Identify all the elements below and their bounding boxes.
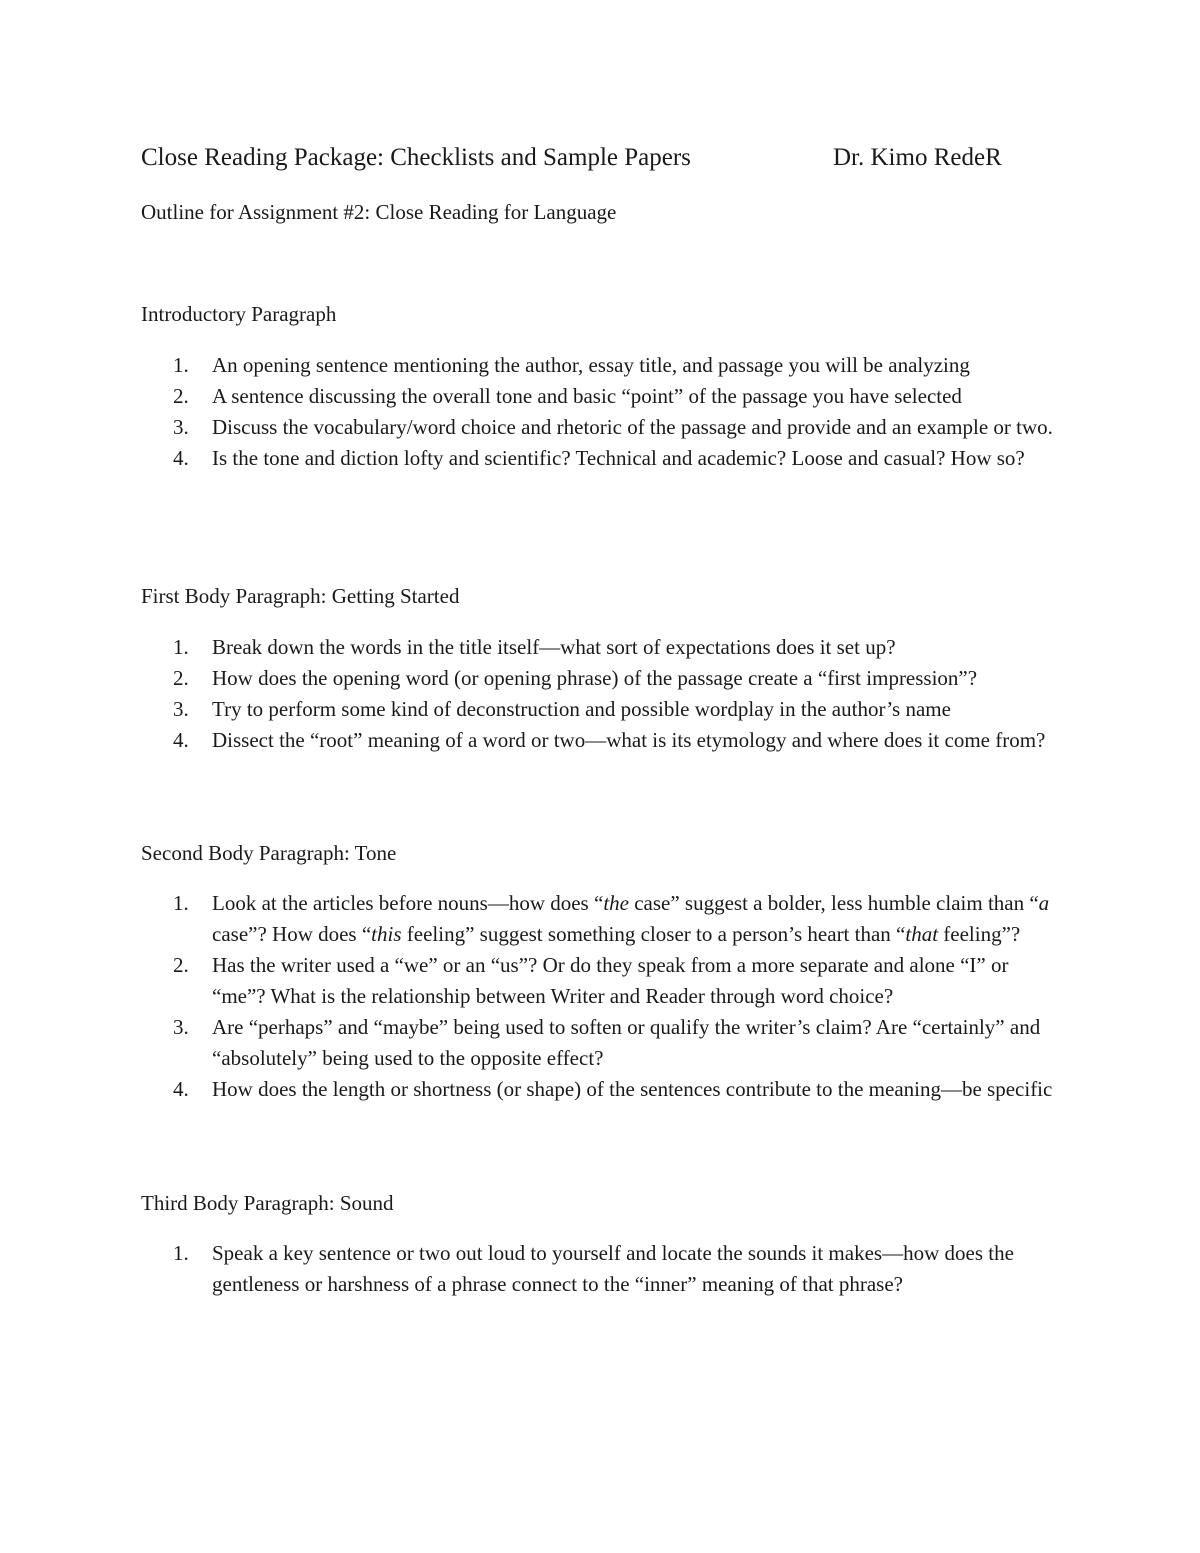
list-item xyxy=(141,412,1061,443)
italic-word: the xyxy=(603,891,629,915)
list-item xyxy=(141,381,1061,412)
item-text: Are “perhaps” and “maybe” being used to soften or qualify the writer’s claim? Are “certainly” and “absolutely” being used to the opposite effect? xyxy=(212,1015,1041,1070)
list-item xyxy=(141,1012,1061,1074)
item-number: 2. xyxy=(173,953,189,977)
third-body-checklist xyxy=(141,1238,1061,1300)
document-author: Dr. Kimo RedeR xyxy=(833,144,1002,171)
italic-word: that xyxy=(905,922,939,946)
item-text: Try to perform some kind of deconstruction and possible wordplay in the author’s name xyxy=(212,697,951,721)
item-number: 3. xyxy=(173,1015,189,1039)
list-item xyxy=(141,350,1061,381)
list-item xyxy=(141,632,1061,663)
item-text: Dissect the “root” meaning of a word or two—what is its etymology and where does it come from? xyxy=(212,728,1046,752)
text-run: Look at the articles before nouns—how does “ xyxy=(212,891,604,915)
section-heading-introductory: Introductory Paragraph xyxy=(141,302,337,326)
document-title: Close Reading Package: Checklists and Sample Papers xyxy=(141,144,691,171)
item-number: 4. xyxy=(173,1077,189,1101)
item-number: 1. xyxy=(173,1241,189,1265)
second-body-checklist xyxy=(141,888,1061,1105)
item-number: 3. xyxy=(173,415,189,439)
item-text: Speak a key sentence or two out loud to yourself and locate the sounds it makes—how does the gentleness or harshness of a phrase connect to the “inner” meaning of that phrase? xyxy=(212,1241,1014,1296)
item-text: Break down the words in the title itself—what sort of expectations does it set up? xyxy=(212,635,896,659)
list-item xyxy=(141,1238,1061,1300)
section-heading-first-body: First Body Paragraph: Getting Started xyxy=(141,584,460,608)
item-number: 1. xyxy=(173,635,189,659)
section-heading-second-body: Second Body Paragraph: Tone xyxy=(141,841,397,865)
item-number: 3. xyxy=(173,697,189,721)
assignment-subtitle: Outline for Assignment #2: Close Reading for Language xyxy=(141,200,617,224)
item-number: 2. xyxy=(173,666,189,690)
list-item xyxy=(141,1074,1061,1105)
item-number: 1. xyxy=(173,353,189,377)
item-number: 4. xyxy=(173,446,189,470)
item-text: How does the length or shortness (or shape) of the sentences contribute to the meaning—be specific xyxy=(212,1077,1053,1101)
item-text: Is the tone and diction lofty and scientific? Technical and academic? Loose and casual? How so? xyxy=(212,446,1025,470)
section-heading-third-body: Third Body Paragraph: Sound xyxy=(141,1191,394,1215)
text-run: feeling”? xyxy=(938,922,1021,946)
text-run: case” suggest a bolder, less humble claim than “ xyxy=(628,891,1039,915)
item-text: An opening sentence mentioning the author, essay title, and passage you will be analyzing xyxy=(212,353,970,377)
list-item xyxy=(141,663,1061,694)
item-text-mixed xyxy=(212,891,1049,946)
item-number: 1. xyxy=(173,891,189,915)
item-text: How does the opening word (or opening phrase) of the passage create a “first impression”? xyxy=(212,666,978,690)
text-run: feeling” suggest something closer to a person’s heart than “ xyxy=(401,922,906,946)
list-item xyxy=(141,888,1061,950)
list-item xyxy=(141,950,1061,1012)
item-text: Has the writer used a “we” or an “us”? Or do they speak from a more separate and alone “I” or “me”? What is the relationship between Writer and Reader through word choice? xyxy=(212,953,1009,1008)
list-item xyxy=(141,694,1061,725)
text-run: case”? How does “ xyxy=(212,922,372,946)
item-text: A sentence discussing the overall tone and basic “point” of the passage you have selected xyxy=(212,384,962,408)
introductory-checklist xyxy=(141,350,1061,474)
list-item xyxy=(141,725,1061,756)
italic-word: this xyxy=(371,922,402,946)
item-number: 2. xyxy=(173,384,189,408)
list-item xyxy=(141,443,1061,474)
first-body-checklist xyxy=(141,632,1061,756)
item-text: Discuss the vocabulary/word choice and rhetoric of the passage and provide and an example or two. xyxy=(212,415,1053,439)
italic-word: a xyxy=(1038,891,1050,915)
item-number: 4. xyxy=(173,728,189,752)
